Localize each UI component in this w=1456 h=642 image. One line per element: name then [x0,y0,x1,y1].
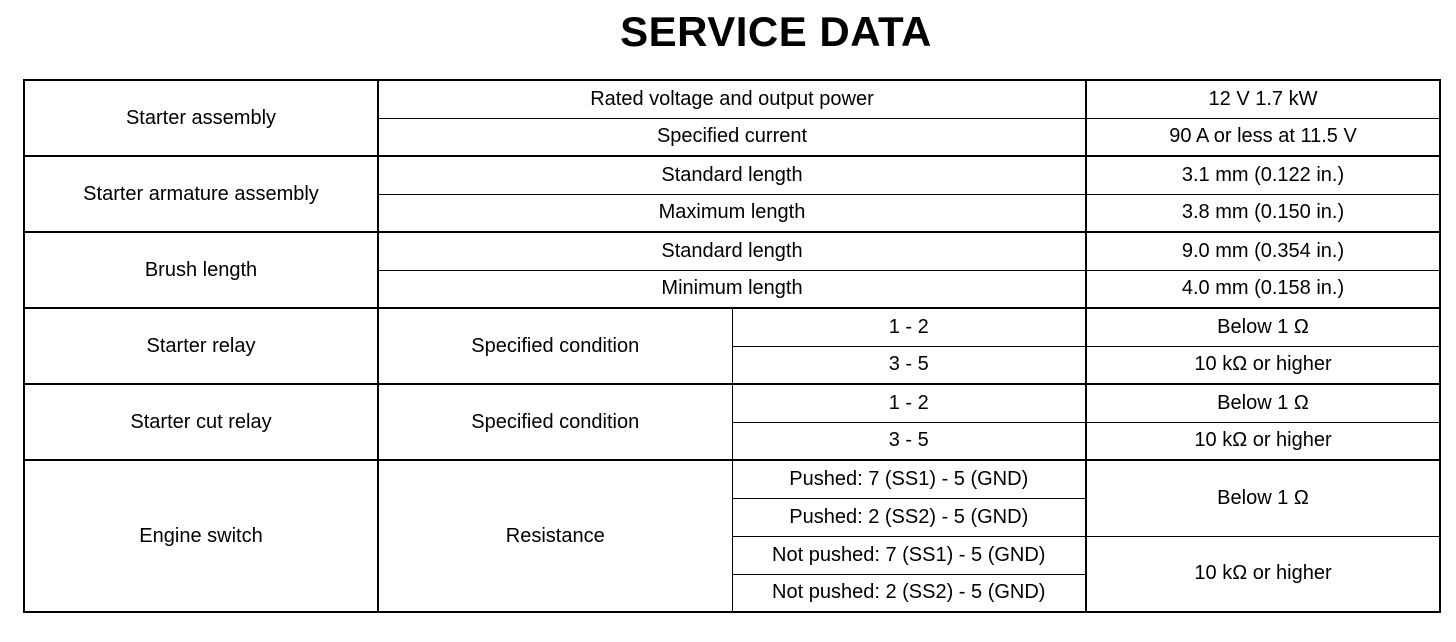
value-cell: Below 1 Ω [1086,384,1440,422]
value-cell: 3.1 mm (0.122 in.) [1086,156,1440,194]
condition-cell: Specified condition [378,308,732,384]
item-cell: Maximum length [378,194,1086,232]
table-row [24,232,1440,270]
terminal-cell: 3 - 5 [732,422,1086,460]
terminal-cell: 1 - 2 [732,384,1086,422]
service-data-table [23,79,1441,613]
component-starter-cut-relay: Starter cut relay [24,384,378,460]
terminal-cell: Not pushed: 2 (SS2) - 5 (GND) [732,574,1086,612]
value-cell: Below 1 Ω [1086,460,1440,536]
component-starter-relay: Starter relay [24,308,378,384]
value-cell: 10 kΩ or higher [1086,422,1440,460]
item-cell: Minimum length [378,270,1086,308]
value-cell: 10 kΩ or higher [1086,346,1440,384]
condition-cell: Resistance [378,460,732,612]
page-title: SERVICE DATA [620,8,932,55]
terminal-cell: Not pushed: 7 (SS1) - 5 (GND) [732,536,1086,574]
item-cell: Rated voltage and output power [378,80,1086,118]
item-cell: Standard length [378,232,1086,270]
table-row [24,156,1440,194]
value-cell: 3.8 mm (0.150 in.) [1086,194,1440,232]
item-cell: Standard length [378,156,1086,194]
value-cell: 12 V 1.7 kW [1086,80,1440,118]
value-cell: 4.0 mm (0.158 in.) [1086,270,1440,308]
value-cell: 10 kΩ or higher [1086,536,1440,612]
terminal-cell: Pushed: 2 (SS2) - 5 (GND) [732,498,1086,536]
component-starter-assembly: Starter assembly [24,80,378,156]
terminal-cell: 1 - 2 [732,308,1086,346]
value-cell: 90 A or less at 11.5 V [1086,118,1440,156]
table-row [24,308,1440,346]
component-starter-armature-assembly: Starter armature assembly [24,156,378,232]
terminal-cell: Pushed: 7 (SS1) - 5 (GND) [732,460,1086,498]
value-cell: 9.0 mm (0.354 in.) [1086,232,1440,270]
table-row [24,80,1440,118]
component-brush-length: Brush length [24,232,378,308]
condition-cell: Specified condition [378,384,732,460]
terminal-cell: 3 - 5 [732,346,1086,384]
value-cell: Below 1 Ω [1086,308,1440,346]
table-row [24,384,1440,422]
component-engine-switch: Engine switch [24,460,378,612]
table-row [24,460,1440,498]
item-cell: Specified current [378,118,1086,156]
